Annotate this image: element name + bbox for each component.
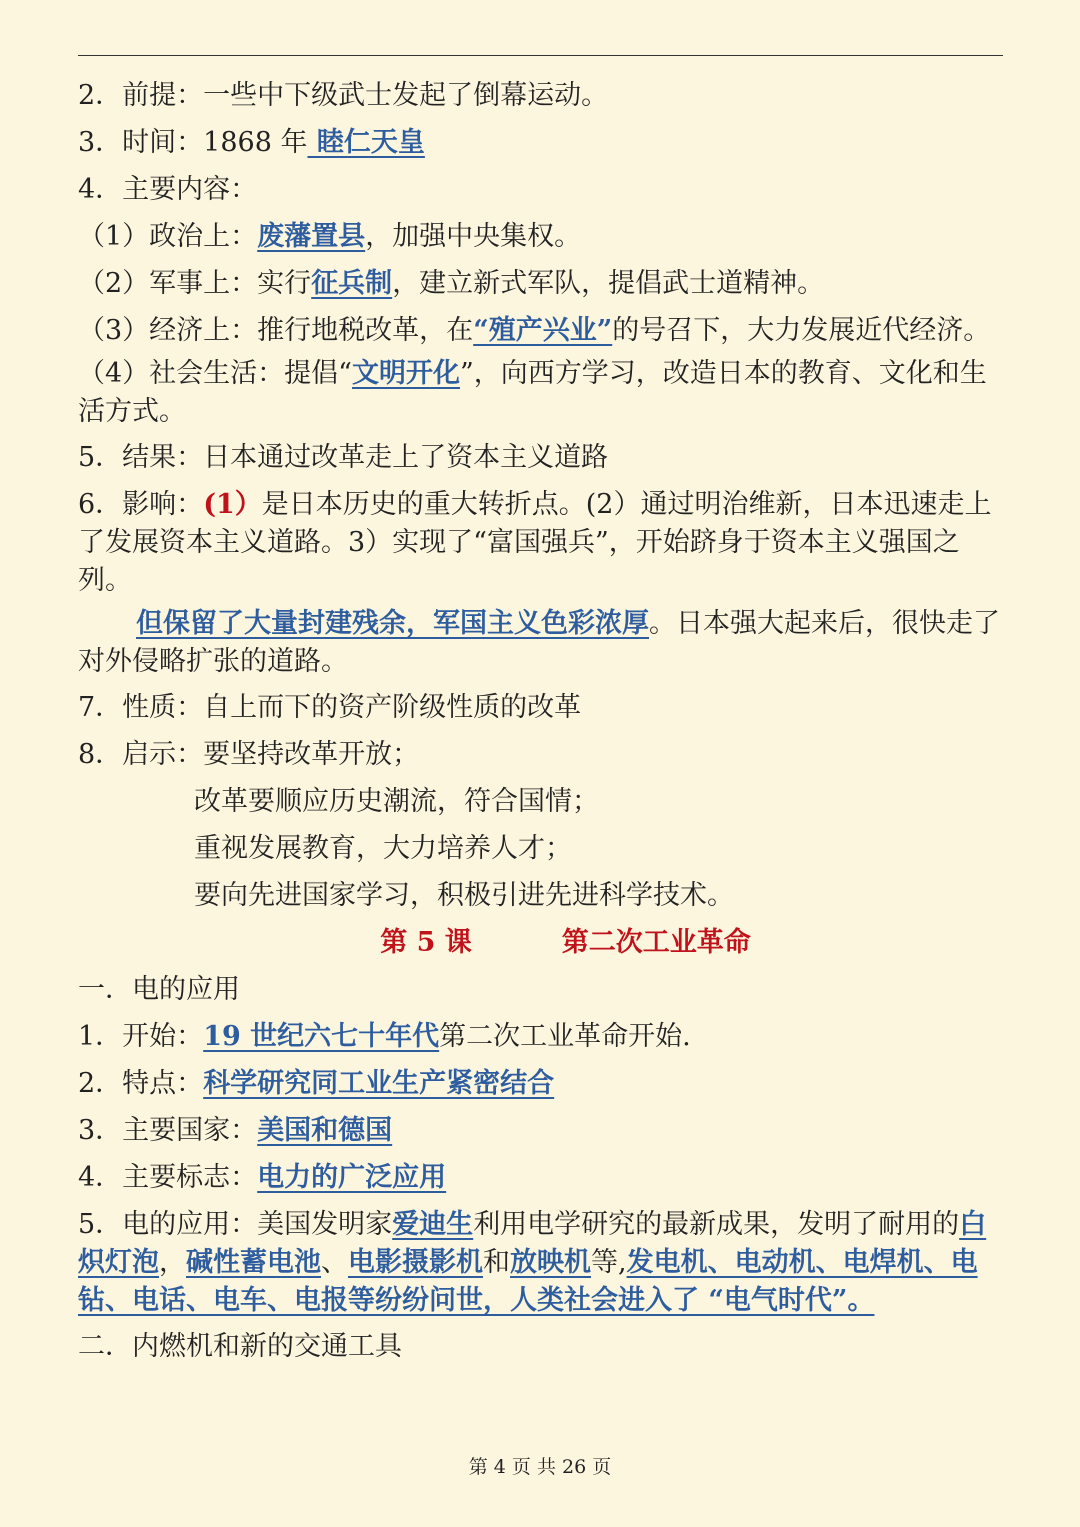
nature-line: 7．性质：自上而下的资产阶级性质的改革 <box>78 692 582 723</box>
keyword-civilization: 文明开化 <box>351 358 460 389</box>
premise-line: 2．前提：一些中下级武士发起了倒幕运动。 <box>78 80 609 111</box>
impact-number-1: (1） <box>203 489 262 520</box>
politics-line: （1）政治上：废藩置县，加强中央集权。 <box>78 221 582 252</box>
lesson-number: 第 5 课 <box>380 927 472 958</box>
impact-limitation-line: 但保留了大量封建残余，军国主义色彩浓厚。日本强大起来后，很快走了对外侵略扩张的道路。 <box>78 608 1000 677</box>
economy-line: （3）经济上：推行地税改革，在“殖产兴业”的号召下，大力发展近代经济。 <box>78 315 991 346</box>
keyword-feature: 科学研究同工业生产紧密结合 <box>203 1068 555 1099</box>
page-content <box>78 72 1003 1370</box>
lesson-name: 第二次工业革命 <box>561 927 751 958</box>
keyword-countries: 美国和德国 <box>257 1115 393 1146</box>
header-rule <box>78 55 1003 56</box>
keyword-camera: 电影摄影机 <box>348 1247 483 1278</box>
section-heading-electricity: 一．电的应用 <box>78 974 240 1005</box>
time-line: 3．时间：1868 年 睦仁天皇 <box>78 127 425 158</box>
keyword-start-time: 19 世纪六七十年代 <box>203 1021 440 1052</box>
symbol-line: 4．主要标志：电力的广泛应用 <box>78 1162 447 1193</box>
keyword-abolish-han: 废藩置县 <box>257 221 366 252</box>
page-footer: 第 4 页 共 26 页 <box>468 1456 612 1478</box>
keyword-emperor: 睦仁天皇 <box>307 127 425 158</box>
lesson-title <box>78 919 1003 966</box>
main-content-heading: 4．主要内容： <box>78 174 258 205</box>
countries-line: 3．主要国家：美国和德国 <box>78 1115 393 1146</box>
impact-line: 6．影响：(1）是日本历史的重大转折点。(2）通过明治维新，日本迅速走上了发展资本主义道路。3）实现了“富国强兵”，开始跻身于资本主义强国之列。 <box>78 489 992 596</box>
keyword-battery: 碱性蓄电池 <box>186 1247 321 1278</box>
start-line: 1．开始：19 世纪六七十年代第二次工业革命开始. <box>78 1021 691 1052</box>
lesson-line-4: 要向先进国家学习，积极引进先进科学技术。 <box>194 880 734 911</box>
application-line: 5．电的应用：美国发明家爱迪生利用电学研究的最新成果，发明了耐用的白炽灯泡，碱性蓄电池、电影摄影机和放映机等,发电机、电动机、电焊机、电钻、电话、电车、电报等纷纷问世，人类社会进入了 “电气时代”。 <box>78 1209 987 1316</box>
section-heading-engines: 二．内燃机和新的交通工具 <box>78 1331 402 1362</box>
keyword-symbol: 电力的广泛应用 <box>257 1162 447 1193</box>
keyword-edison: 爱迪生 <box>392 1209 474 1240</box>
lesson-line: 8．启示：要坚持改革开放； <box>78 739 420 770</box>
feature-line: 2．特点：科学研究同工业生产紧密结合 <box>78 1068 555 1099</box>
military-line: （2）军事上：实行征兵制，建立新式军队，提倡武士道精神。 <box>78 268 825 299</box>
lesson-line-2: 改革要顺应历史潮流，符合国情； <box>194 786 599 817</box>
keyword-light-bulb: 白炽灯泡 <box>78 1209 987 1278</box>
lesson-line-3: 重视发展教育，大力培养人才； <box>194 833 572 864</box>
society-line: （4）社会生活：提倡“文明开化”，向西方学习，改造日本的教育、文化和生活方式。 <box>78 358 987 427</box>
keyword-projector: 放映机 <box>510 1247 591 1278</box>
keyword-conscription: 征兵制 <box>311 268 393 299</box>
keyword-electric-age: 发电机、电动机、电焊机、电钻、电话、电车、电报等纷纷问世，人类社会进入了 “电气时代”。 <box>78 1247 978 1316</box>
result-line: 5．结果：日本通过改革走上了资本主义道路 <box>78 442 609 473</box>
keyword-feudal-remnants: 但保留了大量封建残余，军国主义色彩浓厚 <box>136 608 649 639</box>
keyword-industry: “殖产兴业” <box>473 315 613 346</box>
